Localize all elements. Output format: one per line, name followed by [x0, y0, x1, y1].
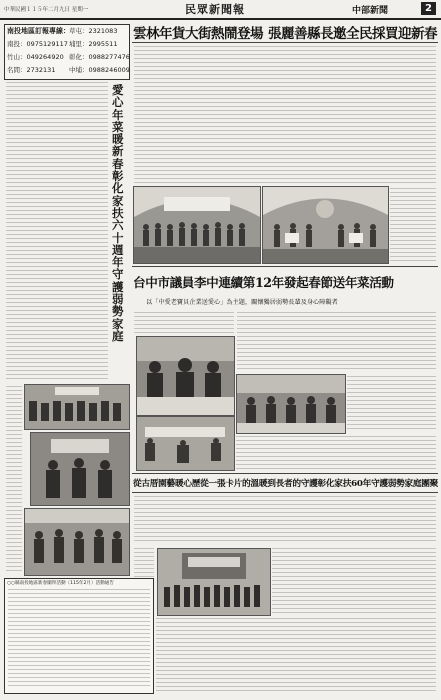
headline-lower: 從古厝園藝暖心歷從一張卡片的溫暖到長者的守護彰化家扶60年守護弱勢家庭團聚 [133, 479, 438, 489]
headline-middle: 台中市議員李中連續第12年發起春節送年菜活動 [133, 275, 394, 290]
photo-group-bottom [157, 548, 271, 616]
contact-entry: 埔里：2995511 [69, 40, 118, 48]
photo-family-support-2 [30, 432, 130, 506]
photo-family-support-1 [24, 384, 130, 430]
photo-new-year-meal-1 [136, 336, 235, 416]
article-text [272, 548, 436, 614]
contact-entry: 名間：2732131 [7, 66, 56, 74]
article-text [6, 82, 108, 382]
subscription-contacts [4, 24, 130, 80]
article-text [6, 386, 22, 574]
notice-title: ○○縣南投地區新春團拜活動（115年2月）活動通告 [7, 581, 114, 586]
bottom-notice-box [4, 578, 154, 694]
article-text [236, 436, 436, 470]
contact-entry: 南投：0975129117 [7, 40, 68, 48]
divider [132, 266, 438, 267]
article-text [347, 376, 436, 432]
issue-date: 中華民國１１５年二月九日 星期一 [4, 7, 89, 13]
article-text [156, 618, 436, 692]
article-text [134, 312, 234, 334]
headline-top-right: 張麗善縣長邀全民採買迎新春 [268, 26, 437, 42]
contact-entry: 中埔：0988246009 [69, 66, 130, 74]
photo-family-support-3 [24, 508, 130, 576]
article-text [134, 46, 436, 184]
contact-entry: 草屯：2321083 [69, 27, 118, 35]
contact-entry: 竹山：049264920 [7, 53, 64, 61]
photo-new-year-meal-2 [136, 416, 235, 471]
article-text [390, 188, 436, 262]
page-number: 2 [421, 2, 436, 15]
photo-year-goods-fair-1 [133, 186, 261, 264]
divider [132, 42, 438, 43]
divider [132, 492, 438, 493]
headline-top-left: 雲林年貨大街熱鬧登場 [133, 26, 263, 42]
divider [132, 473, 438, 474]
article-text [237, 312, 436, 372]
contacts-title: 南投地區訂報專線： [7, 27, 70, 35]
page-header [0, 0, 441, 20]
photo-year-goods-fair-2 [262, 186, 389, 264]
photo-new-year-meal-3 [236, 374, 346, 434]
headline-vertical: 愛心年菜暖新春彰化家扶六十週年守護弱勢家庭 [112, 84, 124, 343]
contact-entry: 彰化：0988277476 [69, 53, 130, 61]
headline-middle-subtitle: 以「中愛老寶貝企業送愛心」為主題，關懷獨居弱勢長輩及身心障礙者 [146, 299, 338, 306]
section-name: 中部新聞 [352, 6, 389, 16]
article-text [134, 496, 436, 544]
notice-text [8, 589, 150, 689]
masthead: 民眾新聞報 [185, 3, 245, 16]
